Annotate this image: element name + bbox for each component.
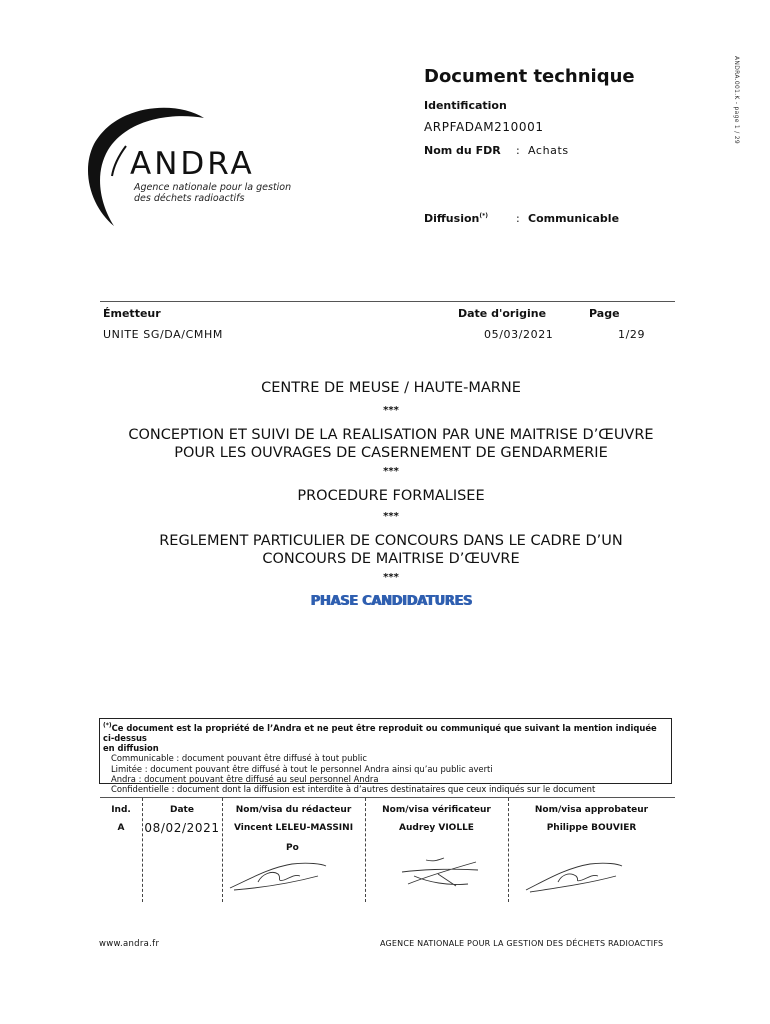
row-verificateur: Audrey VIOLLE xyxy=(399,823,474,833)
signature-table-rule xyxy=(100,797,675,798)
diffusion-label xyxy=(424,212,488,225)
subject-title xyxy=(100,426,682,462)
emitter-rule xyxy=(100,301,675,302)
reglement-title-line1: REGLEMENT PARTICULIER DE CONCOURS DANS LE CADRE D’UN xyxy=(159,533,623,549)
notice-line-2: en diffusion xyxy=(103,743,159,754)
subject-title-line2: POUR LES OUVRAGES DE CASERNEMENT DE GENDARMERIE xyxy=(174,445,608,461)
emetteur-value: UNITE SG/DA/CMHM xyxy=(103,328,223,341)
notice-line-1 xyxy=(103,721,668,743)
logo-tagline-line1: Agence nationale pour la gestion xyxy=(134,182,292,193)
diffusion-mark: (*) xyxy=(479,212,488,220)
logo-tagline-line2: des déchets radioactifs xyxy=(134,193,245,204)
signature-approbateur-image xyxy=(524,858,624,894)
diffusion-notice-box xyxy=(99,718,672,795)
date-origine-value: 05/03/2021 xyxy=(484,328,554,341)
separator-stars: *** xyxy=(383,405,399,416)
subject-title-line1: CONCEPTION ET SUIVI DE LA REALISATION PAR UNE MAITRISE D’ŒUVRE xyxy=(128,427,654,443)
signature-verificateur-image xyxy=(398,856,484,890)
site-title: CENTRE DE MEUSE / HAUTE-MARNE xyxy=(261,380,521,396)
footer-website: www.andra.fr xyxy=(99,939,160,949)
signature-redacteur-image xyxy=(228,858,328,894)
separator-stars: *** xyxy=(383,511,399,522)
diffusion-colon: : xyxy=(516,212,521,225)
header-redacteur: Nom/visa du rédacteur xyxy=(235,805,352,815)
side-page-reference: ANDRA.001.K - page 1 / 29 xyxy=(733,56,740,144)
logo-tagline xyxy=(134,182,304,204)
fdr-value: Achats xyxy=(528,144,569,157)
header-approbateur: Nom/visa approbateur xyxy=(534,805,649,815)
fdr-label: Nom du FDR xyxy=(424,144,501,157)
header-ind: Ind. xyxy=(111,805,131,815)
fdr-colon: : xyxy=(516,144,521,157)
page-value: 1/29 xyxy=(618,328,646,341)
footer-agency-name: AGENCE NATIONALE POUR LA GESTION DES DÉCHETS RADIOACTIFS xyxy=(380,939,664,948)
header-verificateur: Nom/visa vérificateur xyxy=(382,805,491,815)
notice-line-4: Limitée : document pouvant être diffusé à tout le personnel Andra ainsi qu’au public averti xyxy=(111,763,493,774)
notice-line-6: Confidentielle : document dont la diffusion est interdite à d’autres destinataires que ceux indiqués sur le document xyxy=(111,784,596,795)
row-redacteur: Vincent LELEU-MASSINI xyxy=(233,823,354,833)
reglement-title xyxy=(100,532,682,568)
page-label: Page xyxy=(589,307,620,320)
separator-stars: *** xyxy=(383,466,399,477)
notice-line-3: Communicable : document pouvant être diffusé à tout public xyxy=(111,753,367,764)
emetteur-label: Émetteur xyxy=(103,307,161,320)
diffusion-label-text: Diffusion xyxy=(424,212,480,225)
diffusion-value: Communicable xyxy=(528,212,620,225)
header-date: Date xyxy=(170,805,194,815)
notice-line-1-text: Ce document est la propriété de l’Andra et ne peut être reproduit ou communiqué que suivant la mention indiquée ci-dessus xyxy=(103,722,657,743)
notice-line-5: Andra : document pouvant être diffusé au seul personnel Andra xyxy=(111,773,379,784)
identification-label: Identification xyxy=(424,99,507,112)
phase-title: PHASE CANDIDATURES xyxy=(310,594,472,609)
date-origine-label: Date d'origine xyxy=(458,307,547,320)
row-date: 08/02/2021 xyxy=(144,821,220,835)
notice-mark: (*) xyxy=(103,722,112,729)
row-ind: A xyxy=(117,823,125,833)
redacteur-po-note: Po xyxy=(286,843,299,853)
andra-logo xyxy=(86,104,292,232)
document-title: Document technique xyxy=(424,66,635,87)
identification-value: ARPFADAM210001 xyxy=(424,120,544,134)
procedure-title: PROCEDURE FORMALISEE xyxy=(297,488,485,504)
logo-wordmark: ANDRA xyxy=(130,146,255,182)
separator-stars: *** xyxy=(383,572,399,583)
reglement-title-line2: CONCOURS DE MAITRISE D’ŒUVRE xyxy=(262,551,520,567)
row-approbateur: Philippe BOUVIER xyxy=(546,823,637,833)
